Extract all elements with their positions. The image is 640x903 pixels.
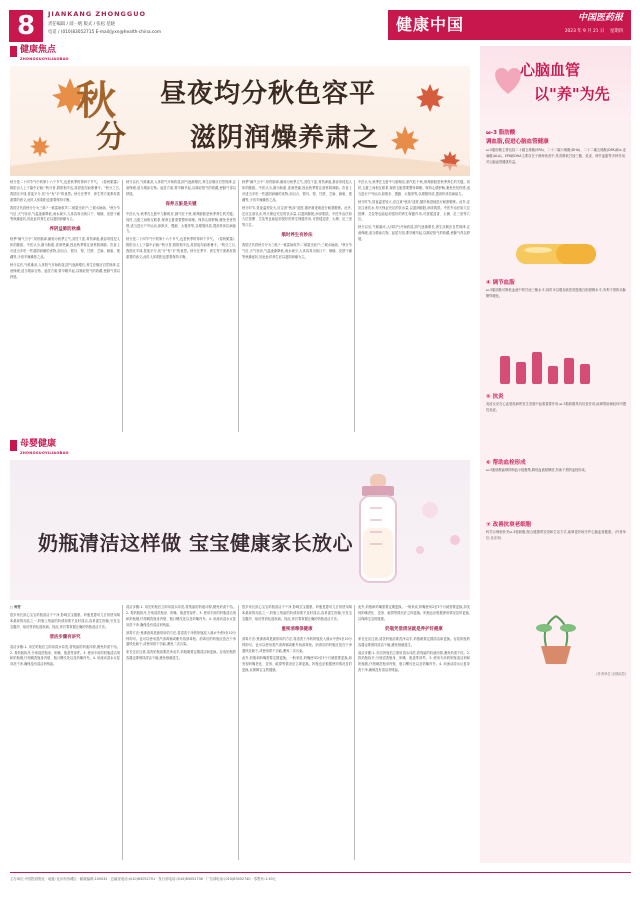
sidebar-item-head: ⑤ 抗炎: [486, 394, 504, 400]
feature-col-4: [358, 180, 470, 435]
feature-paragraph: 秋分以后,气候渐凉,人体阳气开始收敛,阴气逐渐增长,养生应顺应自然规律,注意保暖,适当增添衣物。起居方面,要早睡早起,以顺应阳气的收藏,使肺气得以舒展。: [358, 225, 470, 242]
sidebar-item-head: ⑦ 改善抗衰老细胞: [486, 522, 532, 528]
baby-subhead: 奶瓶凭借清洁就是养护好健康: [385, 626, 443, 632]
page-number-box: [9, 10, 43, 42]
baby-paragraph: 清洁步骤:1. 用完奶瓶后立即用清水冲洗,将残留的奶液冲掉,避免奶渍干结。2. 将奶瓶拆开,分别清洗瓶身、奶嘴、瓶盖等部件。3. 使用专用的奶瓶清洁剂和奶瓶刷,仔细刷洗瓶身内壁、瓶口螺纹处以及奶嘴内外。4. 用流动清水反复冲洗干净,确保没有清洁剂残留。: [358, 650, 470, 673]
baby-section-en: ZHONGGUOYILIAOBAO: [20, 451, 69, 455]
feature-paragraph: 秋分以后,气候渐凉,人体阳气开始收敛,阴气逐渐增长,养生应顺应自然规律,注意保暖,适当增添衣物。起居方面,要早睡早起,以顺应阳气的收藏,使肺气得以舒展。: [10, 262, 120, 279]
feature-paragraph: 我国古代将秋分分为三候:"一候雷始收声;二候蛰虫坯户;三候水始涸。"秋分节气后,天气转凉,气温逐渐降低,雨水减少,人体容易出现口干、咽燥、皮肤干燥等秋燥症状,因此此时养生应以滋阴润燥为主。: [10, 205, 120, 222]
baby-section-label: 母婴健康: [20, 439, 57, 449]
masthead-credit-2: 电话 / (010)83052715 E-mail/jyxn@health-china.com: [48, 30, 162, 35]
baby-col-4: [358, 605, 470, 863]
masthead-date: 2023 年 9 月 21 日: [564, 29, 605, 34]
masthead-credit-1: 责任编辑 / 薛一帆 版式 / 张松 范晓: [48, 22, 115, 27]
deco-char-qiu: 秋: [76, 77, 116, 124]
feature-subhead: 养阴益肺防秋燥: [49, 227, 81, 233]
sidebar-block-5: [486, 392, 626, 458]
baby-section-header: [10, 440, 470, 457]
baby-banner: [10, 460, 470, 600]
baby-paragraph: 家长还应注意,清洗奶瓶前要洗净双手,奶瓶刷要定期清洁和更换。存放奶瓶的容器也要保持清洁干燥,避免细菌滋生。: [126, 650, 236, 661]
baby-paragraph: 消毒方法:煮沸消毒是最常用的方法,将清洗干净的奶瓶放入沸水中煮5至10分钟即可。也可以使用蒸汽消毒锅或紫外线消毒柜。消毒后的奶瓶应放在干净通风处晾干,或使用烘干功能,避免二次污染。: [242, 636, 352, 653]
plant-icon: [486, 606, 626, 666]
baby-col-1: [10, 605, 120, 863]
sidebar-item-body: ω-3脂肪酸能够抑制血小板聚集,降低血液黏稠度,有助于预防血栓形成。: [486, 468, 589, 472]
sidebar-item-body: ω-3脂肪酸可降低血液中的甘油三酯水平,同时可以增加高密度脂蛋白胆固醇水平,有利于预防动脉粥样硬化。: [486, 288, 626, 298]
column-divider: [354, 605, 355, 860]
feature-paragraph: 秋分时节,昼夜温差较大,应注意"秋冻"适度,循序渐进地进行耐寒锻炼。此外,还应注意饮水,每天保证充足的饮水量,以滋润肺脏,润泽肌肤。中医外治法如穴位按摩、艾灸等也能起到很好的养生保健作用,可按揉迎香、太渊、足三里等穴位。: [242, 205, 352, 228]
sidebar-item-body: 科学合理地补充ω-3脂肪酸,配合健康的饮食和生活方式,能够更好地守护心脑血管健康。(作者单位:北京市): [486, 530, 626, 540]
column-divider: [238, 180, 239, 432]
paper-logo: 中国医药报: [577, 13, 623, 23]
baby-paragraph: 清洁步骤:1. 用完奶瓶后立即用清水冲洗,将残留的奶液冲掉,避免奶渍干结。2. 将奶瓶拆开,分别清洗瓶身、奶嘴、瓶盖等部件。3. 使用专用的奶瓶清洁剂和奶瓶刷,仔细刷洗瓶身内壁、瓶口螺纹处以及奶嘴内外。4. 用流动清水反复冲洗干净,确保没有清洁剂残留。: [126, 605, 236, 627]
footer-text: 主办单位:中国医药报社 · 地址:北京市西城区 · 邮政编码:100032 · 总编室电话:(010)83052701 · 发行部电话:(010)83052736 · 广告部电话:(010)83052740 · 零售价:1.50元: [10, 877, 277, 881]
feature-subhead: 顺时养生有妙法: [281, 233, 313, 239]
baby-headline: 奶瓶清洁这样做 宝宝健康家长放心: [38, 531, 353, 555]
feature-section-header: [10, 46, 470, 63]
baby-subhead: 重视消毒保健康: [281, 626, 313, 632]
baby-col-2: [126, 605, 236, 863]
sidebar-block-4: [486, 278, 626, 346]
sidebar-item-head: ω-3 脂肪酸: [486, 130, 516, 136]
page-number: 8: [16, 11, 36, 41]
masthead-section-title: 健康中国: [396, 15, 465, 34]
deco-char-fen: 分: [96, 120, 126, 155]
sidebar-intro: [486, 128, 626, 222]
bubble-decoration-icon: [410, 490, 470, 570]
feature-paragraph: 我国古代将秋分分为三候:"一候雷始收声;二候蛰虫坯户;三候水始涸。"秋分节气后,天气转凉,气温逐渐降低,雨水减少,人体容易出现口干、咽燥、皮肤干燥等秋燥症状,因此此时养生应以滋阴润燥为主。: [242, 243, 352, 260]
baby-paragraph: 此外,奶瓶和奶嘴需要定期更换。一般来说,奶嘴使用2至3个月就需要更换,如发现奶嘴老化、变形、破损等情况应立即更换。奶瓶也应根据使用情况及时更换,以保障宝宝的健康。: [242, 656, 352, 673]
sidebar-title-2: 以"养"为先: [534, 85, 610, 103]
feature-section-label: 健康焦点: [20, 45, 57, 55]
sidebar-item-head: ④ 调节血脂: [486, 280, 515, 286]
baby-paragraph: 家长还应注意,清洗奶瓶前要洗净双手,奶瓶刷要定期清洁和更换。存放奶瓶的容器也要保持清洁干燥,避免细菌滋生。: [358, 636, 470, 647]
feature-headline-1: 昼夜均分秋色容平: [160, 79, 377, 109]
feature-col-3: [242, 180, 352, 435]
masthead-pinyin: JIANKANG ZHONGGUO: [48, 10, 147, 18]
baby-paragraph: 很多家长担心宝宝奶瓶清洁不干净,影响宝宝健康。奶瓶是婴幼儿日常使用频率最高的用品之一,奶瓶上残留的奶渍如果不及时清洁,容易滋生细菌,引发宝宝腹泻、呕吐等消化道疾病。因此,家长要掌握正确的奶瓶清洁方法。: [10, 612, 120, 629]
feature-subhead: 保养五脏是关键: [165, 201, 197, 207]
sidebar-item-head-2: 调血脂,促进心脑血管健康: [486, 139, 549, 145]
feature-section-en: ZHONGGUOYILIAOBAO: [20, 57, 69, 61]
sidebar-title-1: 心脑血管: [520, 61, 581, 79]
masthead-banner: [388, 10, 631, 40]
capsule-icon: [486, 236, 626, 272]
feature-paragraph: 中医认为,秋季在五脏中与肺相应,肺气旺于秋,保养肺脏是秋季养生的关键。同时,五脏之间相互联系,保养五脏需要整体调理。保持心情舒畅,避免悲忧伤感,适当进行户外运动,如散步、慢跑、太极拳等,以增强体质,提高机体抗病能力。: [126, 211, 236, 234]
column-divider: [122, 605, 123, 860]
feature-col-1: [10, 180, 120, 435]
baby-col-3: [242, 605, 352, 863]
masthead-date-line: [565, 27, 623, 36]
feature-paragraph: 秋分以后,气候渐凉,人体阳气开始收敛,阴气逐渐增长,养生应顺应自然规律,注意保暖,适当增添衣物。起居方面,要早睡早起,以顺应阳气的收藏,使肺气得以舒展。: [126, 180, 236, 196]
feature-paragraph: 秋季"燥气当令",易伤肺津,燥邪为秋季主气,其性干涩,易伤津液,最容易侵犯人体的肺脏。中医认为,肺为娇脏,喜润恶燥,因此秋季要注意养阴润肺。饮食上可适当多吃一些滋阴润燥的食物,如百合、银耳、梨、甘蔗、芝麻、蜂蜜、莲藕等,少食辛辣燥热之品。: [242, 180, 352, 202]
bar-graph-icon: [496, 346, 616, 386]
masthead-weekday: 星期四: [609, 29, 623, 34]
feature-paragraph: 中医认为,秋季在五脏中与肺相应,肺气旺于秋,保养肺脏是秋季养生的关键。同时,五脏之间相互联系,保养五脏需要整体调理。保持心情舒畅,避免悲忧伤感,适当进行户外运动,如散步、慢跑、太极拳等,以增强体质,提高机体抗病能力。: [358, 180, 470, 196]
feature-banner: [10, 66, 470, 176]
masthead-left: [48, 10, 218, 35]
sidebar-item-body: 炎症反应在心血管疾病的发生发展中起着重要作用,ω-3脂肪酸具有抗炎作用,能够帮助减轻体内慢性炎症。: [486, 402, 626, 412]
feature-paragraph: 秋分是二十四节气中的第十六个节气,也是秋季的第四个节气。《春秋繁露》阴阳出入上下篇中记载:"秋分者,阴阳相半也,故昼夜均而寒暑平。"秋分之日,我国北半球,昼夜平分,其"分"有"平"的意思。秋分在季节、养生等方面都有着重要的意义,此时人体阴阳也需要保持平衡。: [126, 237, 236, 260]
sidebar-item-body: ω-3脂肪酸主要包括二十碳五烯酸(EPA)、二十二碳六烯酸(DHA)、二十二碳五烯酸(DPA)和α-亚麻酸(ALA)。EPA和DHA主要存在于深海鱼类中,具有降低甘油三酯、抗炎、调节血脂等多种作用,对心脑血管健康有益。: [486, 148, 626, 164]
sidebar-block-6: [486, 458, 626, 520]
footer-rule: [10, 872, 631, 873]
baby-paragraph: 清洁步骤:1. 用完奶瓶后立即用清水冲洗,将残留的奶液冲掉,避免奶渍干结。2. 将奶瓶拆开,分别清洗瓶身、奶嘴、瓶盖等部件。3. 使用专用的奶瓶清洁剂和奶瓶刷,仔细刷洗瓶身内壁、瓶口螺纹处以及奶嘴内外。4. 用流动清水反复冲洗干净,确保没有清洁剂残留。: [10, 644, 120, 667]
feature-paragraph: 秋季"燥气当令",易伤肺津,燥邪为秋季主气,其性干涩,易伤津液,最容易侵犯人体的肺脏。中医认为,肺为娇脏,喜润恶燥,因此秋季要注意养阴润肺。饮食上可适当多吃一些滋阴润燥的食物,如百合、银耳、梨、甘蔗、芝麻、蜂蜜、莲藕等,少食辛辣燥热之品。: [10, 237, 120, 260]
sidebar-block-7: [486, 520, 626, 590]
sidebar-item-head: ⑥ 帮助血栓形成: [486, 460, 526, 466]
column-divider: [354, 180, 355, 432]
feature-col-2: [126, 180, 236, 435]
section-marker: [10, 440, 17, 451]
sidebar-caption: (作者单位:全国疾控): [596, 672, 626, 676]
baby-author: □ 钟芳: [10, 605, 21, 609]
feature-headline-2: 滋阴润燥养肃之: [190, 123, 380, 153]
column-divider: [122, 180, 123, 432]
column-divider: [238, 605, 239, 860]
baby-paragraph: 此外,奶瓶和奶嘴需要定期更换。一般来说,奶嘴使用2至3个月就需要更换,如发现奶嘴老化、变形、破损等情况应立即更换。奶瓶也应根据使用情况及时更换,以保障宝宝的健康。: [358, 605, 470, 621]
baby-subhead: 清洁步骤有讲究: [49, 634, 81, 640]
baby-paragraph: 很多家长担心宝宝奶瓶清洁不干净,影响宝宝健康。奶瓶是婴幼儿日常使用频率最高的用品之一,奶瓶上残留的奶渍如果不及时清洁,容易滋生细菌,引发宝宝腹泻、呕吐等消化道疾病。因此,家长要掌握正确的奶瓶清洁方法。: [242, 605, 352, 621]
sidebar: [480, 46, 631, 863]
section-marker: [10, 46, 17, 57]
feature-paragraph: 秋分时节,昼夜温差较大,应注意"秋冻"适度,循序渐进地进行耐寒锻炼。此外,还应注意饮水,每天保证充足的饮水量,以滋润肺脏,润泽肌肤。中医外治法如穴位按摩、艾灸等也能起到很好的养生保健作用,可按揉迎香、太渊、足三里等穴位。: [358, 199, 470, 222]
feature-paragraph: 秋分是二十四节气中的第十六个节气,也是秋季的第四个节气。《春秋繁露》阴阳出入上下篇中记载:"秋分者,阴阳相半也,故昼夜均而寒暑平。"秋分之日,我国北半球,昼夜平分,其"分"有"平"的意思。秋分在季节、养生等方面都有着重要的意义,此时人体阴阳也需要保持平衡。: [10, 180, 120, 202]
baby-paragraph: 消毒方法:煮沸消毒是最常用的方法,将清洗干净的奶瓶放入沸水中煮5至10分钟即可。也可以使用蒸汽消毒锅或紫外线消毒柜。消毒后的奶瓶应放在干净通风处晾干,或使用烘干功能,避免二次污染。: [126, 630, 236, 647]
